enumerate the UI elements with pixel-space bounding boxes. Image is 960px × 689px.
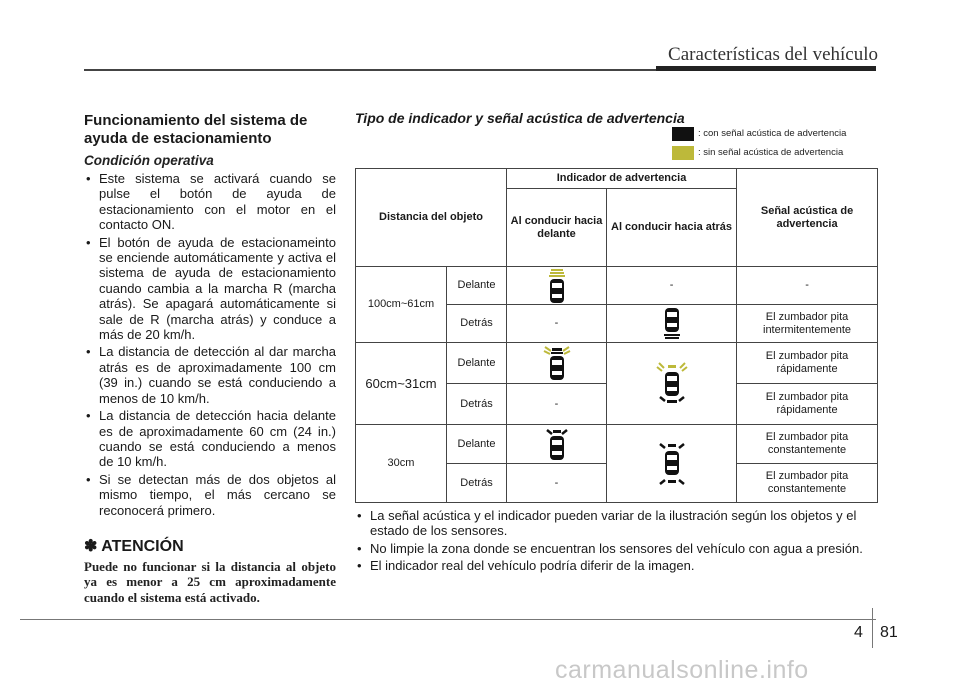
header-indicator: Indicador de advertencia: [507, 169, 737, 189]
dash-cell: -: [507, 305, 607, 343]
notes-list: [355, 508, 880, 576]
legend-swatch-silent: [672, 146, 694, 160]
indicator-cell: [507, 267, 607, 305]
dash-cell: -: [507, 384, 607, 425]
car-all-close-icon: [656, 441, 688, 487]
distance-cell: 60cm~31cm: [356, 343, 447, 425]
signal-cell: El zumbador pita rápidamente: [737, 343, 878, 384]
header-signal: Señal acústica de advertencia: [737, 169, 878, 267]
list-item: • La distancia de detección hacia delante es de aproximadamente 60 cm (24 in.) cuando se está conduciendo a menos de 10 km/h.: [84, 408, 336, 470]
indicator-cell: [607, 343, 737, 425]
list-item: • Si se detectan más de dos objetos al mismo tiempo, el más cercano se reconocerá primero.: [84, 472, 336, 518]
signal-cell: El zumbador pita intermitentemente: [737, 305, 878, 343]
position-cell: Detrás: [447, 305, 507, 343]
legend-swatch-sound: [672, 127, 694, 141]
indicator-cell: [507, 425, 607, 464]
car-front-corner-sensor-icon: [542, 345, 572, 381]
dash-cell: -: [607, 267, 737, 305]
indicator-cell: [607, 425, 737, 503]
list-item: • La distancia de detección al dar marcha atrás es de aproximadamente 100 cm (39 in.) cuando se está conduciendo a menos de 10 km/h.: [84, 344, 336, 406]
header-distance: Distancia del objeto: [356, 169, 507, 267]
footer-divider: [872, 608, 873, 648]
table-title: Tipo de indicador y señal acústica de advertencia: [355, 110, 685, 126]
car-front-close-icon: [544, 427, 570, 461]
distance-cell: 100cm~61cm: [356, 267, 447, 343]
left-column: [84, 112, 336, 605]
section-subtitle: Condición operativa: [84, 153, 214, 168]
warning-text: Puede no funcionar si la distancia al objeto ya es menor a 25 cm aproximadamente cuando el sistema está activado.: [84, 558, 336, 605]
indicator-cell: [607, 305, 737, 343]
legend-label-sound: : con señal acústica de advertencia: [698, 128, 847, 139]
list-item: • El indicador real del vehículo podría diferir de la imagen.: [355, 558, 880, 573]
position-cell: Detrás: [447, 384, 507, 425]
header-rule-accent: [656, 66, 876, 71]
signal-cell: El zumbador pita constantemente: [737, 425, 878, 464]
position-cell: Detrás: [447, 464, 507, 503]
car-rear-sensor-icon: [660, 307, 684, 341]
condition-list: [84, 171, 336, 518]
warning-title: ✽ ATENCIÓN: [84, 537, 184, 555]
header-forward: Al conducir hacia delante: [507, 189, 607, 267]
list-item: • Este sistema se activará cuando se pulse el botón de ayuda de estacionamiento con el motor en el contacto ON.: [84, 171, 336, 233]
chapter-number: 4: [854, 624, 863, 641]
legend-label-silent: : sin señal acústica de advertencia: [698, 147, 844, 158]
distance-cell: 30cm: [356, 425, 447, 503]
header-reverse: Al conducir hacia atrás: [607, 189, 737, 267]
footer-rule: [20, 619, 876, 620]
car-front-sensor-icon: [545, 268, 569, 304]
section-title: Funcionamiento del sistema de ayuda de estacionamiento: [84, 112, 308, 147]
list-item: • No limpie la zona donde se encuentran los sensores del vehículo con agua a presión.: [355, 541, 880, 556]
indicator-cell: [507, 343, 607, 384]
signal-cell: El zumbador pita constantemente: [737, 464, 878, 503]
car-all-sensor-icon: [655, 361, 689, 407]
dash-cell: -: [507, 464, 607, 503]
signal-cell: -: [737, 267, 878, 305]
position-cell: Delante: [447, 425, 507, 464]
list-item: • La señal acústica y el indicador pueden variar de la ilustración según los objetos y el estado de los sensores.: [355, 508, 880, 539]
signal-cell: El zumbador pita rápidamente: [737, 384, 878, 425]
header-title: Características del vehículo: [668, 44, 878, 65]
position-cell: Delante: [447, 267, 507, 305]
warning-indicator-table: [355, 168, 878, 503]
page-number: 81: [880, 624, 898, 641]
position-cell: Delante: [447, 343, 507, 384]
list-item: • El botón de ayuda de estacionameinto se enciende automáticamente y activa el sistema de ayuda de estacionamiento cuando cambia a la marcha R (marcha atrás). Se apagará automáticamente si sale de R (marcha atrás) y conduce a más de 20 km/h.: [84, 235, 336, 343]
watermark: carmanualsonline.info: [555, 656, 809, 684]
